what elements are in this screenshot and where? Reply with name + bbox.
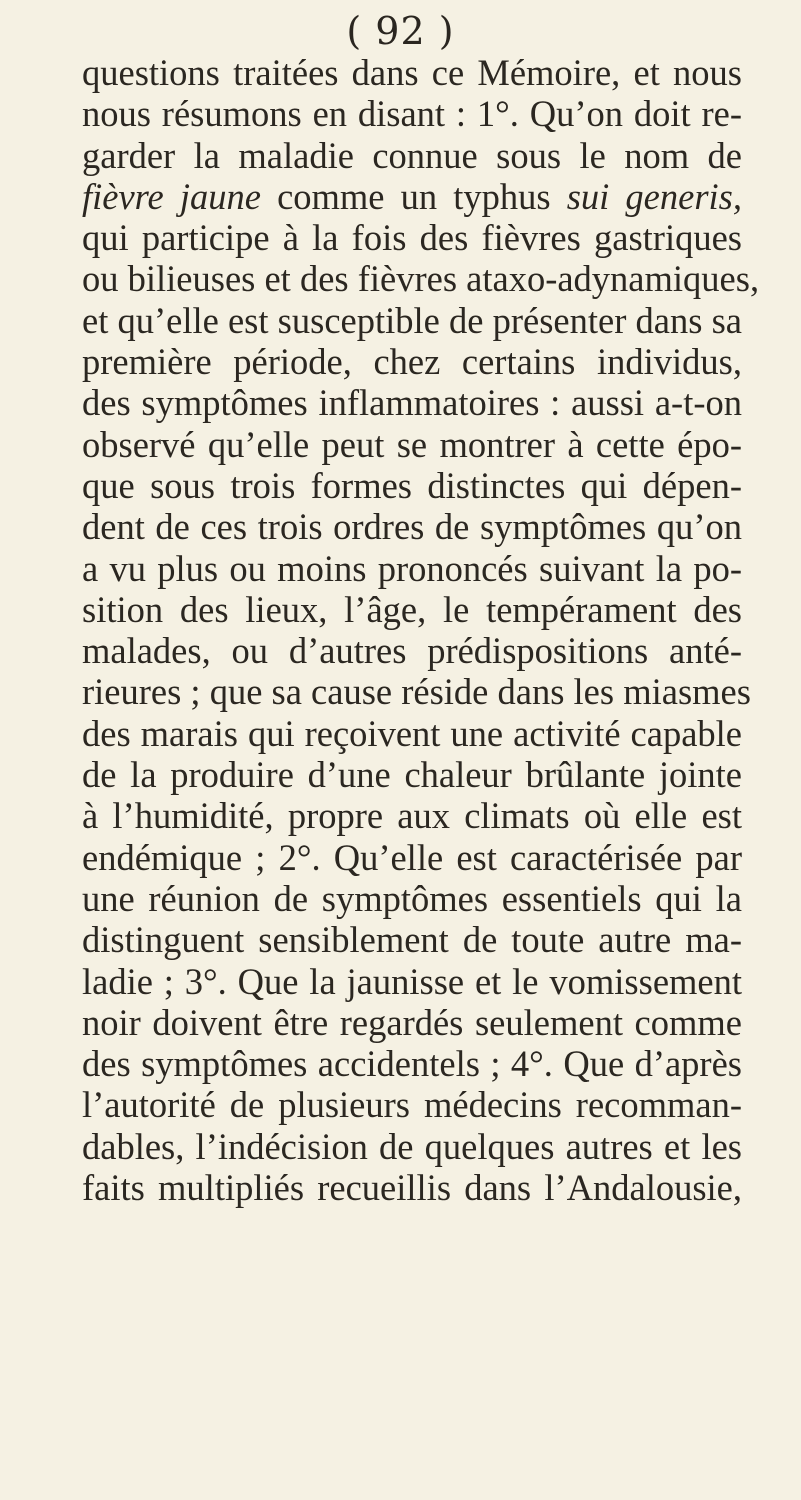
text-line-16: rieures ; que sa cause réside dans les miasmes <box>82 671 751 713</box>
text-line-23: ladie ; 3°. Que la jaunisse et le vomissement <box>82 960 742 1002</box>
text-line-4 <box>82 176 742 217</box>
text-line-28: faits multipliés recueillis dans l’Andalousie, <box>82 1167 742 1209</box>
text-line-20: endémique ; 2°. Qu’elle est caractérisée par <box>82 836 742 878</box>
text-line-17: des marais qui reçoivent une activité capable <box>82 712 742 754</box>
text-line-27: dables, l’indécision de quelques autres et les <box>82 1125 742 1167</box>
body-text <box>82 52 760 1209</box>
text-line-26: l’autorité de plusieurs médecins recomman- <box>82 1084 742 1126</box>
line-4-plain: comme un typhus <box>260 175 567 217</box>
text-line-5: qui participe à la fois des fièvres gastriques <box>82 217 742 259</box>
text-line-15: malades, ou d’autres prédispositions anté- <box>82 630 742 672</box>
text-line-8: première période, chez certains individus, <box>82 341 742 383</box>
text-line-10: observé qu’elle peut se montrer à cette épo- <box>82 423 742 465</box>
text-line-11: que sous trois formes distinctes qui dépen- <box>82 464 742 506</box>
text-line-14: sition des lieux, l’âge, le tempérament des <box>82 588 742 630</box>
page-number: ( 92 ) <box>346 9 455 53</box>
text-line-1: questions traitées dans ce Mémoire, et nous <box>82 52 742 93</box>
text-line-19: à l’humidité, propre aux climats où elle est <box>82 795 742 837</box>
text-line-7: et qu’elle est susceptible de présenter dans sa <box>82 299 742 341</box>
text-line-24: noir doivent être regardés seulement comme <box>82 1001 742 1043</box>
text-line-18: de la produire d’une chaleur brûlante jointe <box>82 754 742 796</box>
text-line-21: une réunion de symptômes essentiels qui la <box>82 877 742 919</box>
text-line-13: a vu plus ou moins prononcés suivant la po- <box>82 547 742 589</box>
text-line-2: nous résumons en disant : 1°. Qu’on doit re- <box>82 93 742 135</box>
italic-sui-generis: sui generis, <box>566 175 743 217</box>
text-line-25: des symptômes accidentels ; 4°. Que d’après <box>82 1043 742 1085</box>
italic-fievre-jaune: fièvre jaune <box>82 175 261 217</box>
text-line-12: dent de ces trois ordres de symptômes qu’on <box>82 506 742 548</box>
text-line-9: des symptômes inflammatoires : aussi a-t-on <box>82 382 742 424</box>
text-line-3: garder la maladie connue sous le nom de <box>82 134 742 176</box>
text-line-22: distinguent sensiblement de toute autre ma- <box>82 919 742 961</box>
text-line-6: ou bilieuses et des fièvres ataxo-adynamiques, <box>82 258 760 300</box>
